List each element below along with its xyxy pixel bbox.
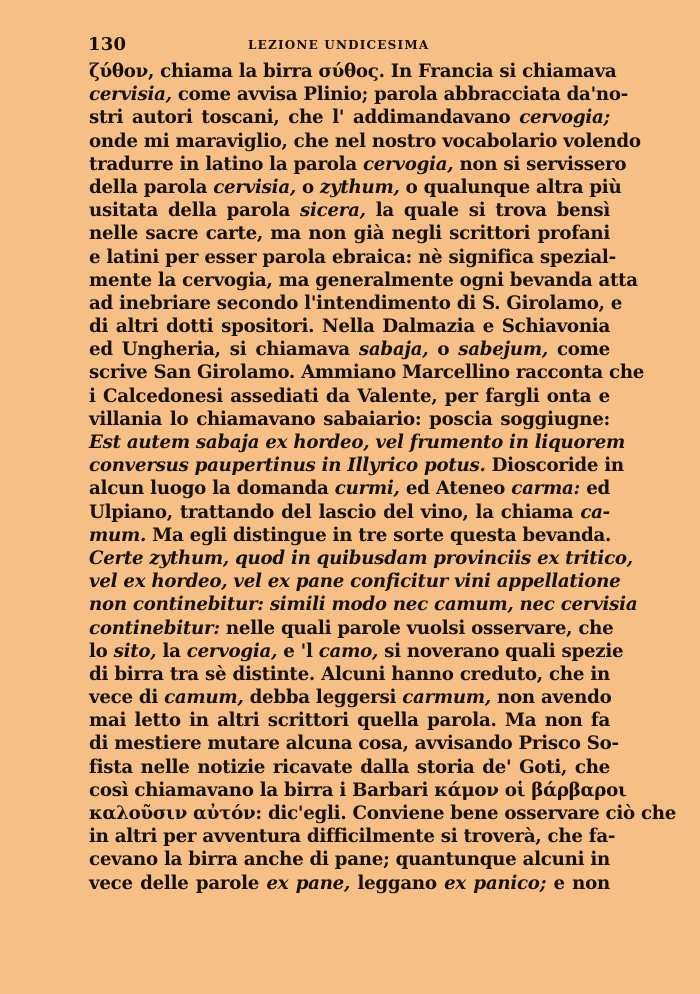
text-line bbox=[89, 570, 621, 593]
text-lines bbox=[89, 60, 677, 895]
italic-text: curmi, bbox=[334, 478, 400, 500]
italic-text: ex pane, bbox=[266, 872, 351, 894]
text-span: fista nelle notizie ricavate dalla storia de' Goti, che bbox=[89, 756, 610, 778]
text-span: non si servissero bbox=[453, 153, 627, 175]
text-span: ζύθον, chiama la birra σύθος. In Francia si chiamava bbox=[89, 61, 617, 82]
text-line bbox=[89, 779, 627, 802]
text-span: in altri per avventura difficilmente si troverà, che fa- bbox=[89, 826, 616, 848]
text-span: della parola bbox=[89, 176, 214, 198]
text-line bbox=[89, 640, 624, 663]
text-span: vece di bbox=[89, 687, 165, 709]
text-span: Ulpiano, trattando del lascio del vino, la chiama bbox=[89, 501, 581, 523]
text-span: scrive San Girolamo. Ammiano Marcellino racconta che bbox=[89, 362, 645, 384]
italic-text: sabaja, bbox=[358, 339, 429, 361]
italic-text: cervogia; bbox=[519, 107, 610, 129]
text-span: di altri dotti spositori. Nella Dalmazia e Schiavonia bbox=[89, 316, 610, 338]
text-line bbox=[89, 617, 614, 640]
text-span: o bbox=[428, 339, 459, 361]
text-span: lo bbox=[89, 640, 114, 662]
text-span: ad inebriare secondo l'intendimento di S. Girolamo, e bbox=[89, 292, 623, 314]
text-span: nelle sacre carte, ma non già negli scrittori profani bbox=[89, 223, 610, 245]
text-span: stri autori toscani, che l' addimandavano bbox=[89, 107, 520, 129]
text-line bbox=[89, 709, 610, 732]
text-span: si noverano quali spezie bbox=[378, 640, 624, 662]
text-line bbox=[89, 60, 617, 83]
text-line bbox=[89, 501, 610, 524]
text-line bbox=[89, 593, 638, 616]
italic-text: cervisia, bbox=[89, 84, 172, 106]
italic-text: camo, bbox=[318, 640, 379, 662]
text-span: ed Ungheria, si chiamava bbox=[89, 339, 359, 361]
text-span: leggano bbox=[350, 872, 445, 894]
text-line bbox=[89, 338, 610, 361]
text-span: καλοῦσιν αὐτόν: dic'egli. Conviene bene osservare ciò che bbox=[89, 803, 677, 824]
italic-text: Est autem sabaja ex hordeo, vel frumento in liquorem bbox=[89, 432, 626, 453]
text-line bbox=[89, 199, 610, 222]
body-text bbox=[89, 60, 677, 895]
text-span: alcun luogo la domanda bbox=[89, 478, 335, 500]
text-line bbox=[89, 106, 610, 129]
italic-text: vel ex hordeo, vel ex pane conficitur vini appellatione bbox=[89, 571, 621, 593]
text-line bbox=[89, 153, 627, 176]
italic-text: camum, bbox=[164, 687, 244, 709]
italic-text: cervogia, bbox=[362, 153, 454, 175]
text-line bbox=[89, 477, 610, 500]
text-span: cevano la birra anche di pane; quantunque alcuni in bbox=[89, 849, 610, 871]
text-span: vece delle parole bbox=[89, 872, 267, 894]
text-line bbox=[89, 176, 622, 199]
text-span: la bbox=[156, 640, 187, 662]
italic-text: Certe zythum, quod in quibusdam provinciis ex tritico, bbox=[89, 547, 633, 569]
text-span: mai letto in altri scrittori quella parola. Ma non fa bbox=[89, 710, 610, 732]
text-span: nelle quali parole vuolsi osservare, che bbox=[219, 617, 614, 639]
running-head: LEZIONE UNDICESIMA bbox=[248, 38, 430, 52]
italic-text: cervisia, bbox=[213, 176, 296, 198]
page-number: 130 bbox=[88, 34, 127, 55]
text-line bbox=[89, 431, 626, 454]
text-line bbox=[89, 756, 610, 779]
text-span: villania lo chiamavano sabaiario: poscia soggiugne: bbox=[89, 408, 610, 430]
text-span: i Calcedonesi assediati da Valente, per fargli onta e bbox=[89, 385, 610, 407]
text-line bbox=[89, 130, 641, 153]
italic-text: carmum, bbox=[402, 687, 491, 709]
text-span: come avvisa Plinio; parola abbracciata da'no- bbox=[171, 84, 629, 106]
text-line bbox=[89, 732, 619, 755]
text-line bbox=[89, 686, 610, 709]
text-line bbox=[89, 246, 616, 269]
text-span: o bbox=[295, 176, 320, 198]
text-span: così chiamavano la birra i Barbari κάμον οἱ βάρβαροι bbox=[89, 779, 627, 801]
text-span: Ma egli distingue in tre sorte questa bevanda. bbox=[146, 524, 612, 546]
text-span: onde mi maraviglio, che nel nostro vocabolario volendo bbox=[89, 130, 641, 152]
italic-text: sito, bbox=[113, 640, 157, 662]
text-line bbox=[89, 222, 610, 245]
text-span: di birra tra sè distinte. Alcuni hanno creduto, che in bbox=[89, 663, 610, 685]
italic-text: conversus paupertinus in Illyrico potus. bbox=[89, 455, 486, 477]
text-line bbox=[89, 848, 610, 871]
text-line bbox=[89, 315, 610, 338]
text-span: debba leggersi bbox=[243, 687, 403, 709]
page-header bbox=[88, 34, 608, 56]
text-span: tradurre in latino la parola bbox=[89, 153, 363, 175]
text-line bbox=[89, 825, 616, 848]
text-line bbox=[89, 385, 610, 408]
italic-text: mum. bbox=[89, 524, 147, 546]
text-line bbox=[89, 547, 633, 570]
text-span: e 'l bbox=[277, 640, 319, 662]
text-line bbox=[89, 454, 624, 477]
text-span: come bbox=[547, 339, 610, 361]
text-line bbox=[89, 524, 610, 547]
italic-text: sabejum, bbox=[458, 339, 548, 361]
text-span: e non bbox=[546, 872, 610, 894]
italic-text: cervogia, bbox=[186, 640, 278, 662]
italic-text: sicera, bbox=[299, 200, 366, 222]
text-span: o qualunque altra più bbox=[399, 176, 622, 198]
text-span: usitata della parola bbox=[89, 200, 300, 222]
text-span: la quale si trova bensì bbox=[365, 200, 610, 222]
italic-text: carma: bbox=[511, 478, 580, 500]
italic-text: ca- bbox=[580, 501, 610, 523]
text-line bbox=[89, 83, 629, 106]
text-span: Dioscoride in bbox=[485, 455, 624, 477]
italic-text: ex panico; bbox=[444, 872, 547, 894]
text-line bbox=[89, 292, 623, 315]
italic-text: non continebitur: simili modo nec camum, nec cervisia bbox=[89, 594, 638, 616]
text-span: ed Ateneo bbox=[399, 478, 512, 500]
italic-text: zythum, bbox=[320, 176, 400, 198]
text-span: ed bbox=[579, 478, 610, 500]
italic-text: continebitur: bbox=[89, 617, 220, 639]
text-line bbox=[89, 802, 677, 825]
text-span: di mestiere mutare alcuna cosa, avvisando Prisco So- bbox=[89, 733, 619, 755]
text-line bbox=[89, 872, 610, 895]
text-line bbox=[89, 269, 638, 292]
text-span: e latini per esser parola ebraica: nè significa spezial- bbox=[89, 246, 616, 268]
text-line bbox=[89, 408, 610, 431]
text-span: non avendo bbox=[490, 687, 612, 709]
text-span: mente la cervogia, ma generalmente ogni bevanda atta bbox=[89, 269, 638, 291]
text-line bbox=[89, 663, 610, 686]
text-line bbox=[89, 361, 645, 384]
